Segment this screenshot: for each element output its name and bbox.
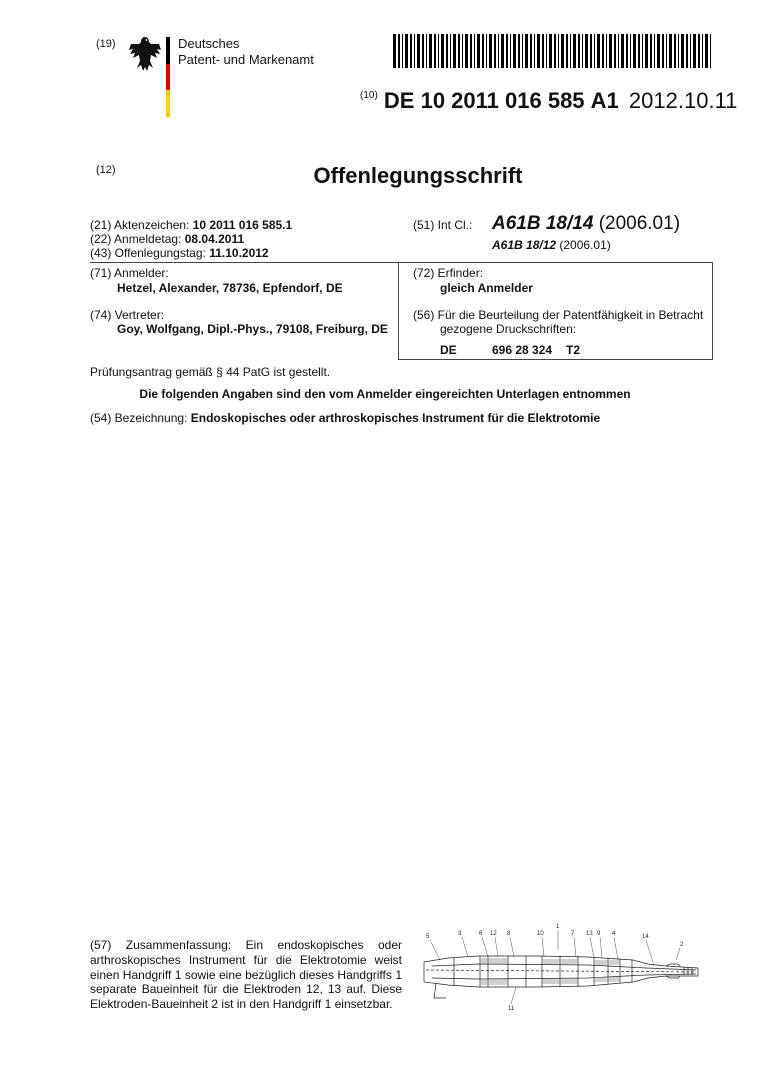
barcode-bar <box>470 34 472 68</box>
document-type-text: Offenlegungsschrift <box>313 163 523 188</box>
inid-10: (10) <box>360 90 378 101</box>
fig-label-3: 3 <box>458 931 462 937</box>
citations-label-line2: gezogene Druckschriften: <box>440 322 577 336</box>
barcode-bar <box>422 34 424 68</box>
federal-eagle-logo <box>128 34 162 74</box>
barcode-bar <box>486 34 487 68</box>
fig-label-11: 11 <box>508 1006 515 1012</box>
divider-right <box>712 262 713 360</box>
barcode-bar <box>441 34 444 68</box>
barcode-bar <box>438 34 439 68</box>
document-type-title <box>0 163 768 189</box>
fig-label-4: 4 <box>612 931 616 937</box>
barcode-bar <box>537 34 540 68</box>
application-number-row <box>90 218 292 233</box>
citation-country: DE <box>440 343 457 357</box>
barcode-bar <box>698 34 700 68</box>
barcode-bar <box>654 34 655 68</box>
citations-label: (56) Für die Beurteilung der Patentfähigkeit in Betracht <box>413 308 704 322</box>
inventor: gleich Anmelder <box>440 281 533 295</box>
application-number-label: (21) Aktenzeichen: <box>90 218 190 232</box>
barcode-bar <box>510 34 511 68</box>
divider-top <box>90 262 712 263</box>
barcode-bar <box>645 34 648 68</box>
barcode-bar <box>570 34 571 68</box>
barcode-bar <box>410 34 412 68</box>
barcode-bar <box>633 34 636 68</box>
barcode-bar <box>482 34 484 68</box>
fig-label-13: 13 <box>586 931 593 937</box>
barcode-bar <box>705 34 708 68</box>
barcode-bar <box>582 34 583 68</box>
barcode-bar <box>434 34 436 68</box>
barcode-bar <box>450 34 451 68</box>
barcode-bar <box>501 34 504 68</box>
barcode-bar <box>686 34 688 68</box>
barcode-bar <box>710 34 711 68</box>
barcode-bar <box>657 34 660 68</box>
barcode-bar <box>590 34 592 68</box>
instrument-drawing <box>418 920 710 1015</box>
fig-label-1: 1 <box>556 924 560 930</box>
barcode-bar <box>546 34 547 68</box>
barcode-bar <box>398 34 400 68</box>
fig-label-5: 5 <box>426 934 430 940</box>
fig-label-7: 7 <box>571 931 575 937</box>
barcode-bar <box>693 34 696 68</box>
barcode-bar <box>630 34 631 68</box>
barcode-bar <box>525 34 528 68</box>
barcode-bar <box>621 34 624 68</box>
barcode-bar <box>650 34 652 68</box>
barcode-bar <box>609 34 612 68</box>
fig-label-6: 6 <box>479 931 483 937</box>
barcode-bar <box>549 34 552 68</box>
barcode-bar <box>566 34 568 68</box>
barcode-bar <box>530 34 532 68</box>
abstract: (57) Zusammenfassung: Ein endoskopisches oder arthroskopisches Instrument für die Elektrotomie weist einen Handgriff 1 sowie eine bezüglich dieses Handgriffs 1 separate Baueinheit für die Elektroden 12, 13 auf. Diese Elektroden-Baueinheit 2 ist in den Handgriff 1 einsetzbar. <box>90 938 402 1012</box>
barcode-bar <box>594 34 595 68</box>
fig-label-2: 2 <box>680 942 684 948</box>
inid-12: (12) <box>96 164 116 176</box>
barcode-bar <box>642 34 643 68</box>
filing-date: 08.04.2011 <box>184 232 245 246</box>
kind-code: A1 <box>590 88 619 113</box>
office-name-line2: Patent- und Markenamt <box>178 52 314 67</box>
barcode-bar <box>462 34 463 68</box>
barcode-bar <box>417 34 420 68</box>
publication-date-label: (43) Offenlegungstag: <box>90 246 206 260</box>
barcode-bar <box>494 34 496 68</box>
barcode-bar <box>458 34 460 68</box>
citation-number: 696 28 324 <box>492 343 553 357</box>
barcode-bar <box>626 34 628 68</box>
publication-date: 2012.10.11 <box>628 88 738 113</box>
ipc-secondary-code: A61B 18/12 <box>492 238 557 252</box>
barcode-bar <box>674 34 676 68</box>
ipc-label: (51) Int Cl.: <box>413 218 473 232</box>
barcode-bar <box>561 34 564 68</box>
barcode-bar <box>614 34 616 68</box>
barcode-bar <box>429 34 432 68</box>
agent: Goy, Wolfgang, Dipl.-Phys., 79108, Freiburg, DE <box>117 322 388 336</box>
barcode-bar <box>489 34 492 68</box>
barcode-bar <box>426 34 427 68</box>
barcode-bar <box>414 34 415 68</box>
barcode-bar <box>606 34 607 68</box>
filing-date-label: (22) Anmeldetag: <box>90 232 182 246</box>
barcode <box>393 34 713 68</box>
applicant-label: (71) Anmelder: <box>90 266 169 280</box>
barcode-bar <box>702 34 703 68</box>
invention-title-row <box>90 411 600 425</box>
barcode-bar <box>542 34 544 68</box>
fig-label-14: 14 <box>642 934 649 940</box>
barcode-bar <box>678 34 679 68</box>
barcode-bar <box>585 34 588 68</box>
barcode-bar <box>578 34 580 68</box>
barcode-bar <box>402 34 403 68</box>
barcode-bar <box>669 34 672 68</box>
fig-label-12: 12 <box>490 931 497 937</box>
fig-label-9: 9 <box>597 931 601 937</box>
citation-kind: T2 <box>566 343 581 357</box>
barcode-bar <box>513 34 516 68</box>
barcode-bar <box>465 34 468 68</box>
barcode-bar <box>681 34 684 68</box>
barcode-bar <box>405 34 408 68</box>
barcode-bar <box>534 34 535 68</box>
barcode-bar <box>477 34 480 68</box>
publication-date-row <box>90 246 269 261</box>
barcode-bar <box>558 34 559 68</box>
barcode-bar <box>666 34 667 68</box>
applicant-notice-text: Die folgenden Angaben sind den vom Anmelder eingereichten Unterlagen entnommen <box>139 387 631 401</box>
applicant: Hetzel, Alexander, 78736, Epfendorf, DE <box>117 281 343 295</box>
barcode-bar <box>518 34 520 68</box>
examination-note: Prüfungsantrag gemäß § 44 PatG ist gestellt. <box>90 365 331 379</box>
publication-number-line <box>360 88 737 114</box>
barcode-bar <box>522 34 523 68</box>
inventor-label: (72) Erfinder: <box>413 266 484 280</box>
barcode-bar <box>573 34 576 68</box>
leader-lines <box>430 930 680 1004</box>
office-name-line1: Deutsches <box>178 36 240 51</box>
fig-label-10: 10 <box>537 931 544 937</box>
barcode-bar <box>453 34 456 68</box>
ipc-main-code: A61B 18/14 <box>492 213 594 234</box>
ipc-secondary-version: (2006.01) <box>559 238 611 252</box>
german-flag-bar <box>166 37 170 117</box>
barcode-bar <box>474 34 475 68</box>
barcode-bar <box>554 34 556 68</box>
laid-open-date: 11.10.2012 <box>209 246 269 260</box>
ipc-secondary <box>492 238 611 252</box>
divider-vertical <box>398 262 399 360</box>
barcode-bar <box>618 34 619 68</box>
barcode-bar <box>638 34 640 68</box>
barcode-bar <box>393 34 396 68</box>
fig-label-8: 8 <box>507 931 511 937</box>
barcode-bar <box>446 34 448 68</box>
barcode-bar <box>602 34 604 68</box>
filing-date-row <box>90 232 244 247</box>
barcode-bar <box>506 34 508 68</box>
agent-label: (74) Vertreter: <box>90 308 165 322</box>
invention-title: Endoskopisches oder arthroskopisches Instrument für die Elektrotomie <box>190 411 601 425</box>
publication-number: DE 10 2011 016 585 <box>383 88 585 113</box>
office-name <box>178 36 314 68</box>
ipc-main-version: (2006.01) <box>598 213 681 234</box>
divider-bottom <box>398 359 712 360</box>
barcode-bar <box>498 34 499 68</box>
barcode-bar <box>662 34 664 68</box>
application-number: 10 2011 016 585.1 <box>192 218 293 232</box>
invention-title-label: (54) Bezeichnung: <box>90 411 188 425</box>
inid-19: (19) <box>96 38 116 50</box>
ipc-main <box>492 213 680 235</box>
barcode-bar <box>597 34 600 68</box>
applicant-notice <box>0 387 768 401</box>
barcode-bar <box>690 34 691 68</box>
